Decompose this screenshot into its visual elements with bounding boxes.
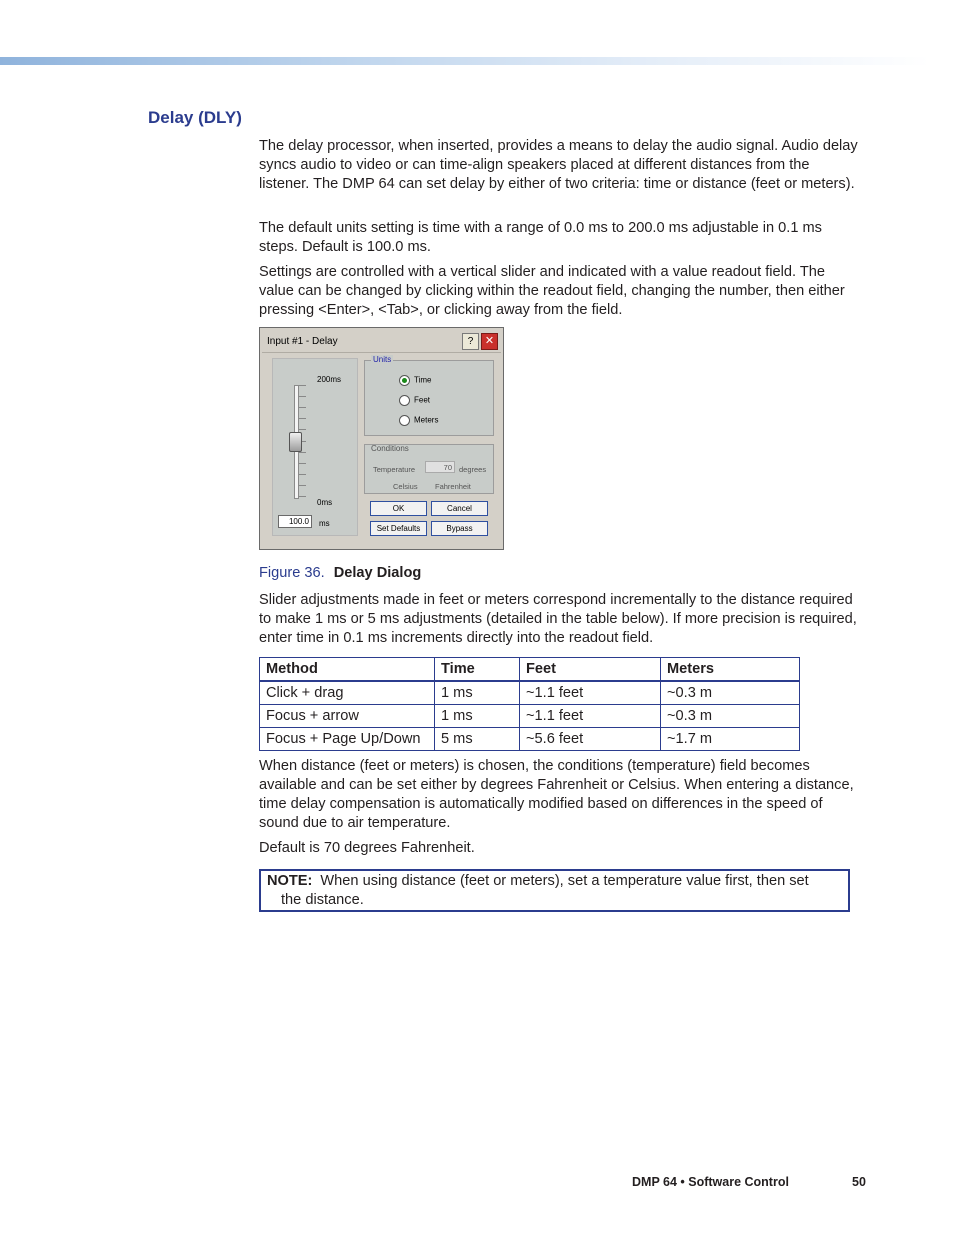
table-row — [260, 728, 800, 751]
table-cell: 1 ms — [435, 681, 520, 705]
radio-meters[interactable] — [399, 415, 438, 426]
column-header: Method — [260, 658, 435, 682]
delay-value-input[interactable]: 100.0 — [278, 515, 312, 528]
slider-max-label: 200ms — [317, 375, 342, 384]
dialog-title-bar — [262, 330, 501, 353]
conditions-legend: Conditions — [371, 444, 409, 453]
table-cell: ~1.7 m — [661, 728, 800, 751]
table-cell: Focus + Page Up/Down — [260, 728, 435, 751]
fahrenheit-option[interactable]: Fahrenheit — [435, 482, 471, 491]
paragraph-slider-adjustments: Slider adjustments made in feet or meters correspond incrementally to the distance required to make 1 ms or 5 ms adjustments (detailed in the table below). If more precision is required, enter time in 0.1 ms increments directly into the readout field. — [259, 592, 857, 646]
note-line-2: the distance. — [281, 892, 364, 908]
section-heading: Delay (DLY) — [148, 108, 242, 127]
radio-feet-label: Feet — [414, 395, 431, 405]
delay-dialog — [259, 327, 504, 550]
radio-icon[interactable] — [399, 415, 410, 426]
figure-caption — [259, 565, 421, 581]
paragraph-settings: Settings are controlled with a vertical slider and indicated with a value readout field. The value can be changed by clicking within the readout field, changing the number, then either pressing <Enter>, <Tab>, or clicking away from the field. — [259, 264, 845, 318]
table-cell: ~0.3 m — [661, 705, 800, 728]
radio-meters-label: Meters — [414, 415, 439, 425]
footer-text: DMP 64 • Software Control — [632, 1175, 789, 1189]
adjustment-table — [259, 657, 800, 751]
figure-title: Delay Dialog — [333, 565, 422, 581]
paragraph-distance: When distance (feet or meters) is chosen, the conditions (temperature) field becomes available and can be set either by degrees Fahrenheit or Celsius. When entering a distance, time delay compensation is automatically modified based on differences in the speed of sound due to air temperature. — [259, 758, 854, 831]
conditions-group — [364, 444, 494, 494]
close-icon[interactable]: ✕ — [481, 333, 498, 350]
table-cell: ~1.1 feet — [520, 681, 661, 705]
table-row — [260, 681, 800, 705]
radio-icon[interactable] — [399, 395, 410, 406]
column-header: Meters — [661, 658, 800, 682]
celsius-option[interactable]: Celsius — [393, 482, 418, 491]
note-label: NOTE: — [267, 873, 313, 889]
dialog-title: Input #1 - Delay — [267, 336, 338, 347]
note-line-1 — [267, 872, 840, 891]
header-gradient-bar — [0, 57, 930, 65]
paragraph-default-units: The default units setting is time with a range of 0.0 ms to 200.0 ms adjustable in 0.1 ms steps. Default is 100.0 ms. — [259, 220, 822, 255]
table-cell: 5 ms — [435, 728, 520, 751]
cancel-button[interactable]: Cancel — [431, 501, 488, 516]
note-text: When using distance (feet or meters), set a temperature value first, then set — [320, 873, 809, 889]
radio-feet[interactable] — [399, 395, 430, 406]
bypass-button[interactable]: Bypass — [431, 521, 488, 536]
temperature-label: Temperature — [373, 465, 416, 474]
slider-min-label: 0ms — [317, 498, 333, 507]
radio-selected-icon[interactable] — [399, 375, 410, 386]
units-legend: Units — [373, 355, 392, 364]
table-cell: ~1.1 feet — [520, 705, 661, 728]
radio-time-label: Time — [414, 375, 432, 385]
slider-thumb[interactable] — [289, 432, 302, 452]
paragraph-intro: The delay processor, when inserted, provides a means to delay the audio signal. Audio delay syncs audio to video or can time-align speakers placed at different distances from the listener. The DMP 64 can set delay by either of two criteria: time or distance (feet or meters). — [259, 138, 858, 192]
column-header: Feet — [520, 658, 661, 682]
table-row — [260, 705, 800, 728]
temperature-input[interactable]: 70 — [425, 461, 455, 473]
figure-number: Figure 36. — [259, 565, 325, 581]
slider-panel — [272, 358, 358, 536]
paragraph-default-temp: Default is 70 degrees Fahrenheit. — [259, 840, 475, 856]
table-cell: Focus + arrow — [260, 705, 435, 728]
ok-button[interactable]: OK — [370, 501, 427, 516]
note-box — [259, 869, 850, 912]
units-group — [364, 355, 494, 436]
radio-time[interactable] — [399, 375, 431, 386]
table-cell: ~5.6 feet — [520, 728, 661, 751]
table-cell: ~0.3 m — [661, 681, 800, 705]
temperature-unit: degrees — [459, 465, 487, 474]
delay-value-unit: ms — [319, 519, 330, 528]
column-header: Time — [435, 658, 520, 682]
set-defaults-button[interactable]: Set Defaults — [370, 521, 427, 536]
table-cell: Click + drag — [260, 681, 435, 705]
help-icon[interactable]: ? — [462, 333, 479, 350]
page-number: 50 — [852, 1175, 866, 1189]
table-header-row — [260, 658, 800, 682]
table-cell: 1 ms — [435, 705, 520, 728]
